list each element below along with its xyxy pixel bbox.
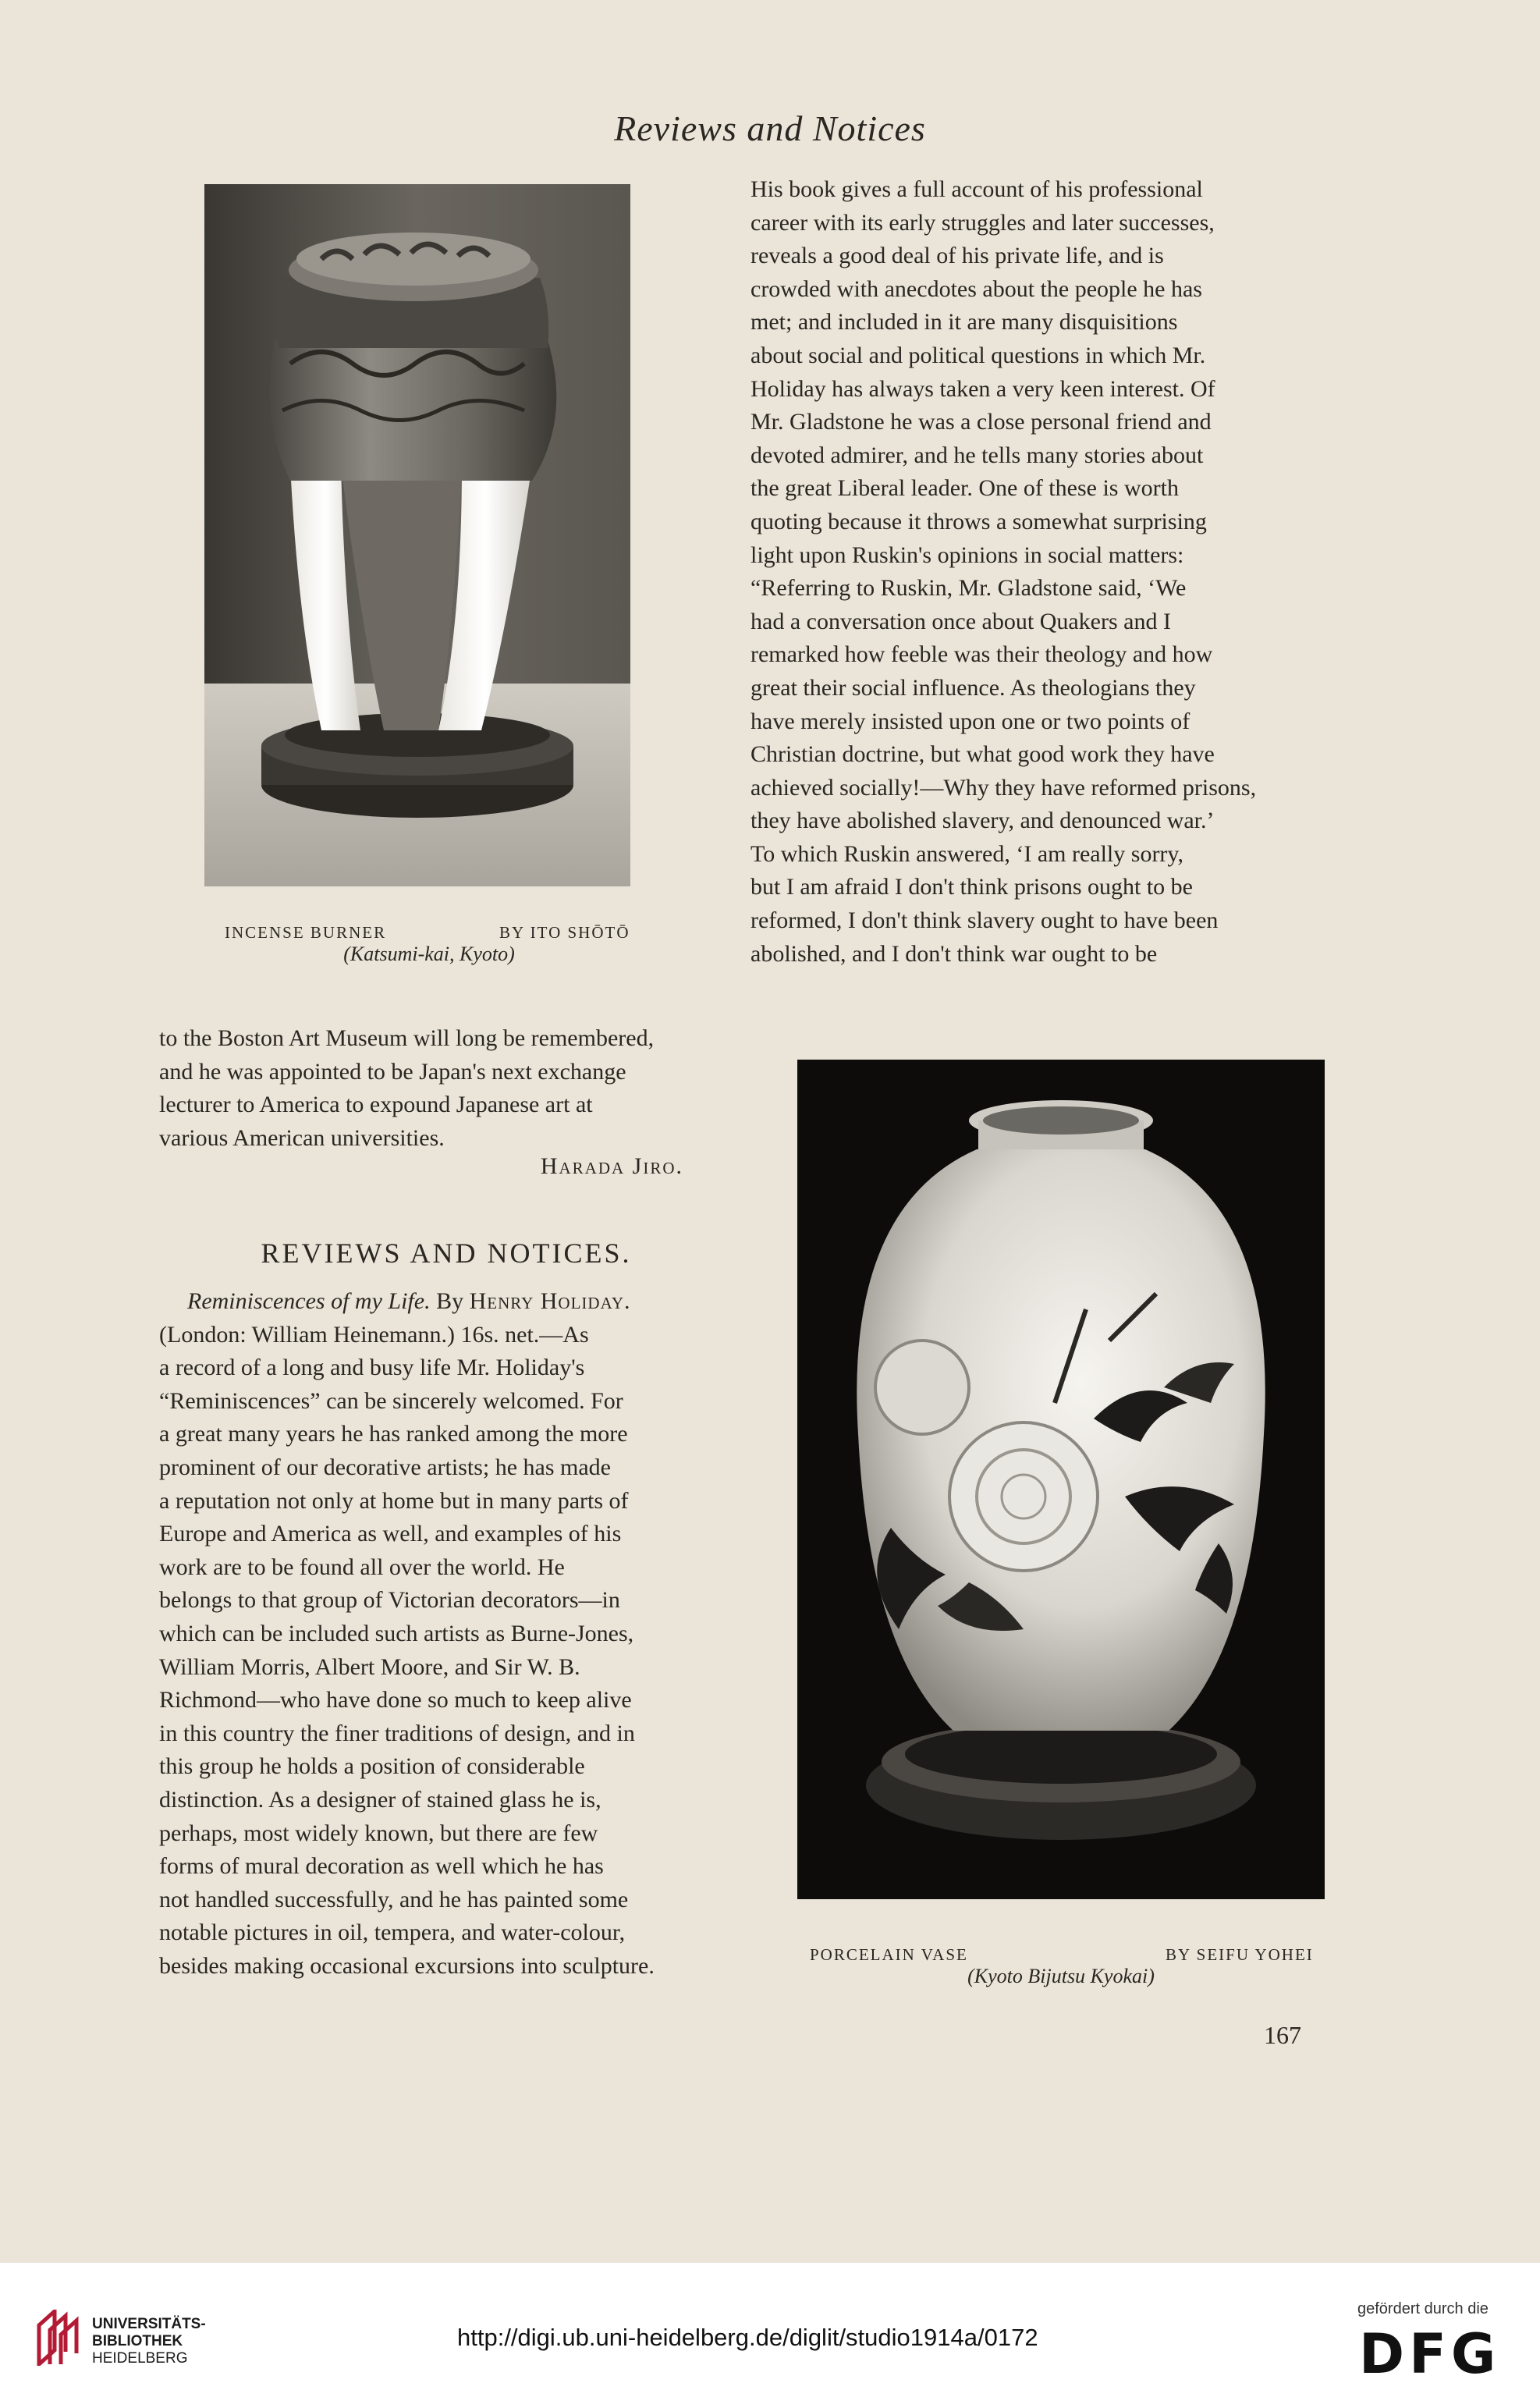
text-line: a record of a long and busy life Mr. Holiday's — [159, 1355, 585, 1381]
text-line: this group he holds a position of considerable — [159, 1753, 585, 1780]
incense-burner-photo — [204, 184, 630, 886]
text-line: (London: William Heinemann.) 16s. net.—As — [159, 1321, 589, 1348]
text-line: met; and included in it are many disquisitions — [750, 309, 1178, 336]
text-line: “Referring to Ruskin, Mr. Gladstone said, ‘We — [750, 575, 1187, 602]
figure-1-caption-title: INCENSE BURNER — [225, 923, 387, 942]
permalink-url[interactable]: http://digi.ub.uni-heidelberg.de/diglit/studio1914a/0172 — [457, 2324, 1038, 2351]
author-prefix: By — [436, 1288, 464, 1314]
text-line: the great Liberal leader. One of these is worth — [750, 475, 1179, 502]
text-line: notable pictures in oil, tempera, and water-colour, — [159, 1919, 626, 1946]
text-line: and he was appointed to be Japan's next exchange — [159, 1058, 626, 1085]
text-line: a great many years he has ranked among the more — [159, 1421, 628, 1447]
text-line: great their social influence. As theologians they — [750, 674, 1196, 701]
text-line: have merely insisted upon one or two points of — [750, 708, 1190, 734]
text-line: quoting because it throws a somewhat surprising — [750, 508, 1207, 534]
text-line: prominent of our decorative artists; he has made — [159, 1454, 611, 1480]
dfg-logo: DFG — [1359, 2322, 1501, 2386]
text-line: Holiday has always taken a very keen interest. Of — [750, 375, 1215, 402]
porcelain-vase-photo — [797, 1060, 1325, 1899]
author-signature: Harada Jiro. — [540, 1153, 683, 1179]
text-line: light upon Ruskin's opinions in social matters: — [750, 542, 1184, 568]
right-column-text — [750, 173, 1367, 971]
library-name — [92, 2316, 206, 2367]
text-line: they have abolished slavery, and denounced war.’ — [750, 808, 1215, 834]
text-line: lecturer to America to expound Japanese art at — [159, 1092, 593, 1118]
text-line: His book gives a full account of his professional — [750, 176, 1203, 202]
figure-2-caption-artist: BY SEIFU YOHEI — [1166, 1945, 1314, 1964]
text-line: a reputation not only at home but in many parts of — [159, 1487, 629, 1514]
book-author: Henry Holiday. — [469, 1288, 631, 1314]
text-line: forms of mural decoration as well which he has — [159, 1853, 604, 1880]
library-name-line: HEIDELBERG — [92, 2350, 188, 2367]
text-line: abolished, and I don't think war ought to be — [750, 940, 1158, 967]
page-number: 167 — [1264, 2021, 1301, 2049]
text-line: which can be included such artists as Burne-Jones, — [159, 1620, 634, 1646]
review-title-line — [159, 1285, 733, 1319]
text-line: in this country the finer traditions of design, and in — [159, 1720, 635, 1746]
text-line: reformed, I don't think slavery ought to have been — [750, 907, 1219, 934]
text-line: besides making occasional excursions into sculpture. — [159, 1952, 655, 1979]
figure-1-caption-source: (Katsumi-kai, Kyoto) — [343, 943, 515, 965]
text-line: devoted admirer, and he tells many stories about — [750, 442, 1204, 468]
figure-1-caption-artist: BY ITO SHŌTŌ — [499, 923, 630, 942]
text-line: belongs to that group of Victorian decorators—in — [159, 1587, 620, 1614]
book-title: Reminiscences of my Life. — [187, 1288, 431, 1314]
digitization-footer — [0, 2263, 1540, 2390]
text-line: work are to be found all over the world. He — [159, 1554, 565, 1580]
review-text — [159, 1285, 733, 1983]
text-line: distinction. As a designer of stained glass he is, — [159, 1786, 601, 1813]
running-head: Reviews and Notices — [614, 108, 926, 148]
library-logo-icon — [31, 2310, 84, 2370]
text-line: “Reminiscences” can be sincerely welcomed. For — [159, 1387, 623, 1414]
library-name-line: BIBLIOTHEK — [92, 2333, 183, 2349]
text-line: about social and political questions in which Mr. — [750, 342, 1206, 368]
text-line: reveals a good deal of his private life, and is — [750, 243, 1164, 269]
text-line: had a conversation once about Quakers and I — [750, 608, 1171, 634]
text-line: Richmond—who have done so much to keep alive — [159, 1687, 632, 1713]
text-line: perhaps, most widely known, but there are few — [159, 1820, 598, 1846]
text-line: various American universities. — [159, 1124, 445, 1151]
text-line: achieved socially!—Why they have reformed prisons, — [750, 774, 1257, 801]
section-heading: REVIEWS AND NOTICES. — [261, 1238, 632, 1269]
text-line: crowded with anecdotes about the people he has — [750, 275, 1202, 302]
text-line: but I am afraid I don't think prisons ought to be — [750, 874, 1193, 900]
text-line: to the Boston Art Museum will long be remembered, — [159, 1025, 655, 1051]
text-line: Mr. Gladstone he was a close personal friend and — [750, 409, 1212, 435]
text-line: To which Ruskin answered, ‘I am really sorry, — [750, 840, 1183, 867]
funded-by-label: gefördert durch die — [1357, 2300, 1489, 2317]
text-line: career with its early struggles and later successes, — [750, 209, 1215, 236]
text-line: William Morris, Albert Moore, and Sir W. B. — [159, 1653, 580, 1680]
figure-2-caption-source: (Kyoto Bijutsu Kyokai) — [967, 1965, 1155, 1987]
left-column-continuation — [159, 1022, 733, 1155]
figure-2-caption-title: PORCELAIN VASE — [810, 1945, 968, 1964]
text-line: remarked how feeble was their theology and how — [750, 641, 1213, 668]
text-line: not handled successfully, and he has painted some — [159, 1886, 629, 1912]
text-line: Europe and America as well, and examples of his — [159, 1521, 622, 1547]
text-line: Christian doctrine, but what good work they have — [750, 741, 1215, 768]
library-name-line: UNIVERSITÄTS- — [92, 2316, 206, 2332]
